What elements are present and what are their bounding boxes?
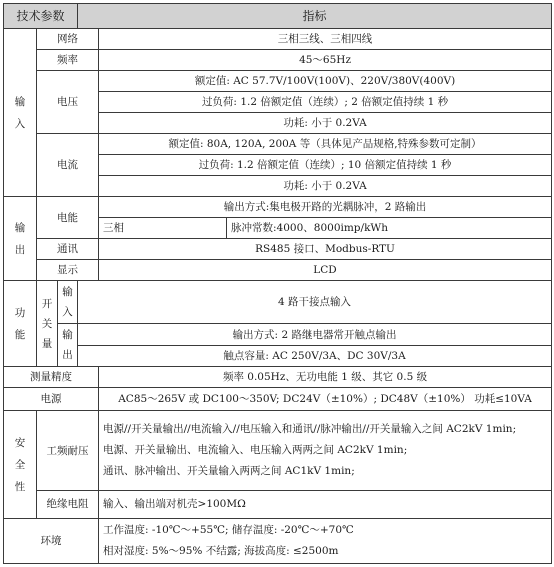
accuracy-value: 频率 0.05Hz、无功电能 1 级、其它 0.5 级	[99, 367, 552, 388]
comm-value: RS485 接口、Modbus-RTU	[99, 239, 552, 260]
voltage-power: 功耗: 小于 0.2VA	[99, 113, 552, 134]
switch-label: 开 关 量	[37, 281, 58, 367]
switch-out-label: 输 出	[58, 324, 78, 367]
comm-label: 通讯	[37, 239, 99, 260]
withstand-value	[99, 411, 552, 491]
environment-value	[99, 518, 552, 563]
current-rated: 额定值: 80A, 120A, 200A 等（具体见产品规格,特殊参数可定制）	[99, 134, 552, 155]
withstand-label: 工频耐压	[37, 411, 99, 491]
current-power: 功耗: 小于 0.2VA	[99, 176, 552, 197]
voltage-rated: 额定值: AC 57.7V/100V(100V)、220V/380V(400V)	[99, 71, 552, 92]
header-spec: 指标	[78, 4, 552, 29]
network-label: 网络	[37, 29, 99, 50]
group-function: 功 能	[4, 281, 37, 367]
spec-table	[3, 3, 552, 564]
display-label: 显示	[37, 260, 99, 281]
energy-pulse: 脉冲常数:4000、8000imp/kWh	[227, 218, 552, 239]
insulation-value: 输入、输出端对机壳>100MΩ	[99, 491, 552, 518]
header-param: 技术参数	[4, 4, 78, 29]
group-output: 输 出	[4, 197, 37, 281]
environment-temp: 工作温度: -10℃～+55℃; 储存温度: -20℃～+70℃	[103, 523, 354, 536]
current-overload: 过负荷: 1.2 倍额定值（连续）; 10 倍额定值持续 1 秒	[99, 155, 552, 176]
display-value: LCD	[99, 260, 552, 281]
withstand-line: 电源//开关量输出//电流输入//电压输入和通讯//脉冲输出//开关量输入之间 AC2kV 1min;	[103, 423, 517, 436]
frequency-value: 45～65Hz	[99, 50, 552, 71]
switch-out-capacity: 触点容量: AC 250V/3A、DC 30V/3A	[78, 345, 552, 367]
group-input: 输 入	[4, 29, 37, 197]
group-safety: 安 全 性	[4, 411, 37, 518]
voltage-overload: 过负荷: 1.2 倍额定值（连续）; 2 倍额定值持续 1 秒	[99, 92, 552, 113]
accuracy-label: 测量精度	[4, 367, 99, 388]
switch-in-value: 4 路干接点输入	[78, 281, 552, 324]
environment-label: 环境	[4, 518, 99, 563]
frequency-label: 频率	[37, 50, 99, 71]
power-value: AC85～265V 或 DC100～350V; DC24V（±10%）; DC48V（±10%） 功耗≤10VA	[99, 388, 552, 411]
withstand-line: 通讯、脉冲输出、开关量输入两两之间 AC1kV 1min;	[103, 465, 355, 478]
switch-in-label: 输 入	[58, 281, 78, 324]
energy-phase: 三相	[99, 218, 227, 239]
energy-label: 电能	[37, 197, 99, 239]
power-label: 电源	[4, 388, 99, 411]
withstand-line: 电源、开关量输出、电流输入、电压输入两两之间 AC2kV 1min;	[103, 444, 408, 457]
voltage-label: 电压	[37, 71, 99, 134]
insulation-label: 绝缘电阻	[37, 491, 99, 518]
environment-humidity: 相对湿度: 5%～95% 不结露; 海拔高度: ≤2500m	[103, 544, 339, 557]
current-label: 电流	[37, 134, 99, 197]
network-value: 三相三线、三相四线	[99, 29, 552, 50]
switch-out-mode: 输出方式: 2 路继电器常开触点输出	[78, 324, 552, 346]
energy-mode: 输出方式:集电极开路的光耦脉冲，2 路输出	[99, 197, 552, 218]
